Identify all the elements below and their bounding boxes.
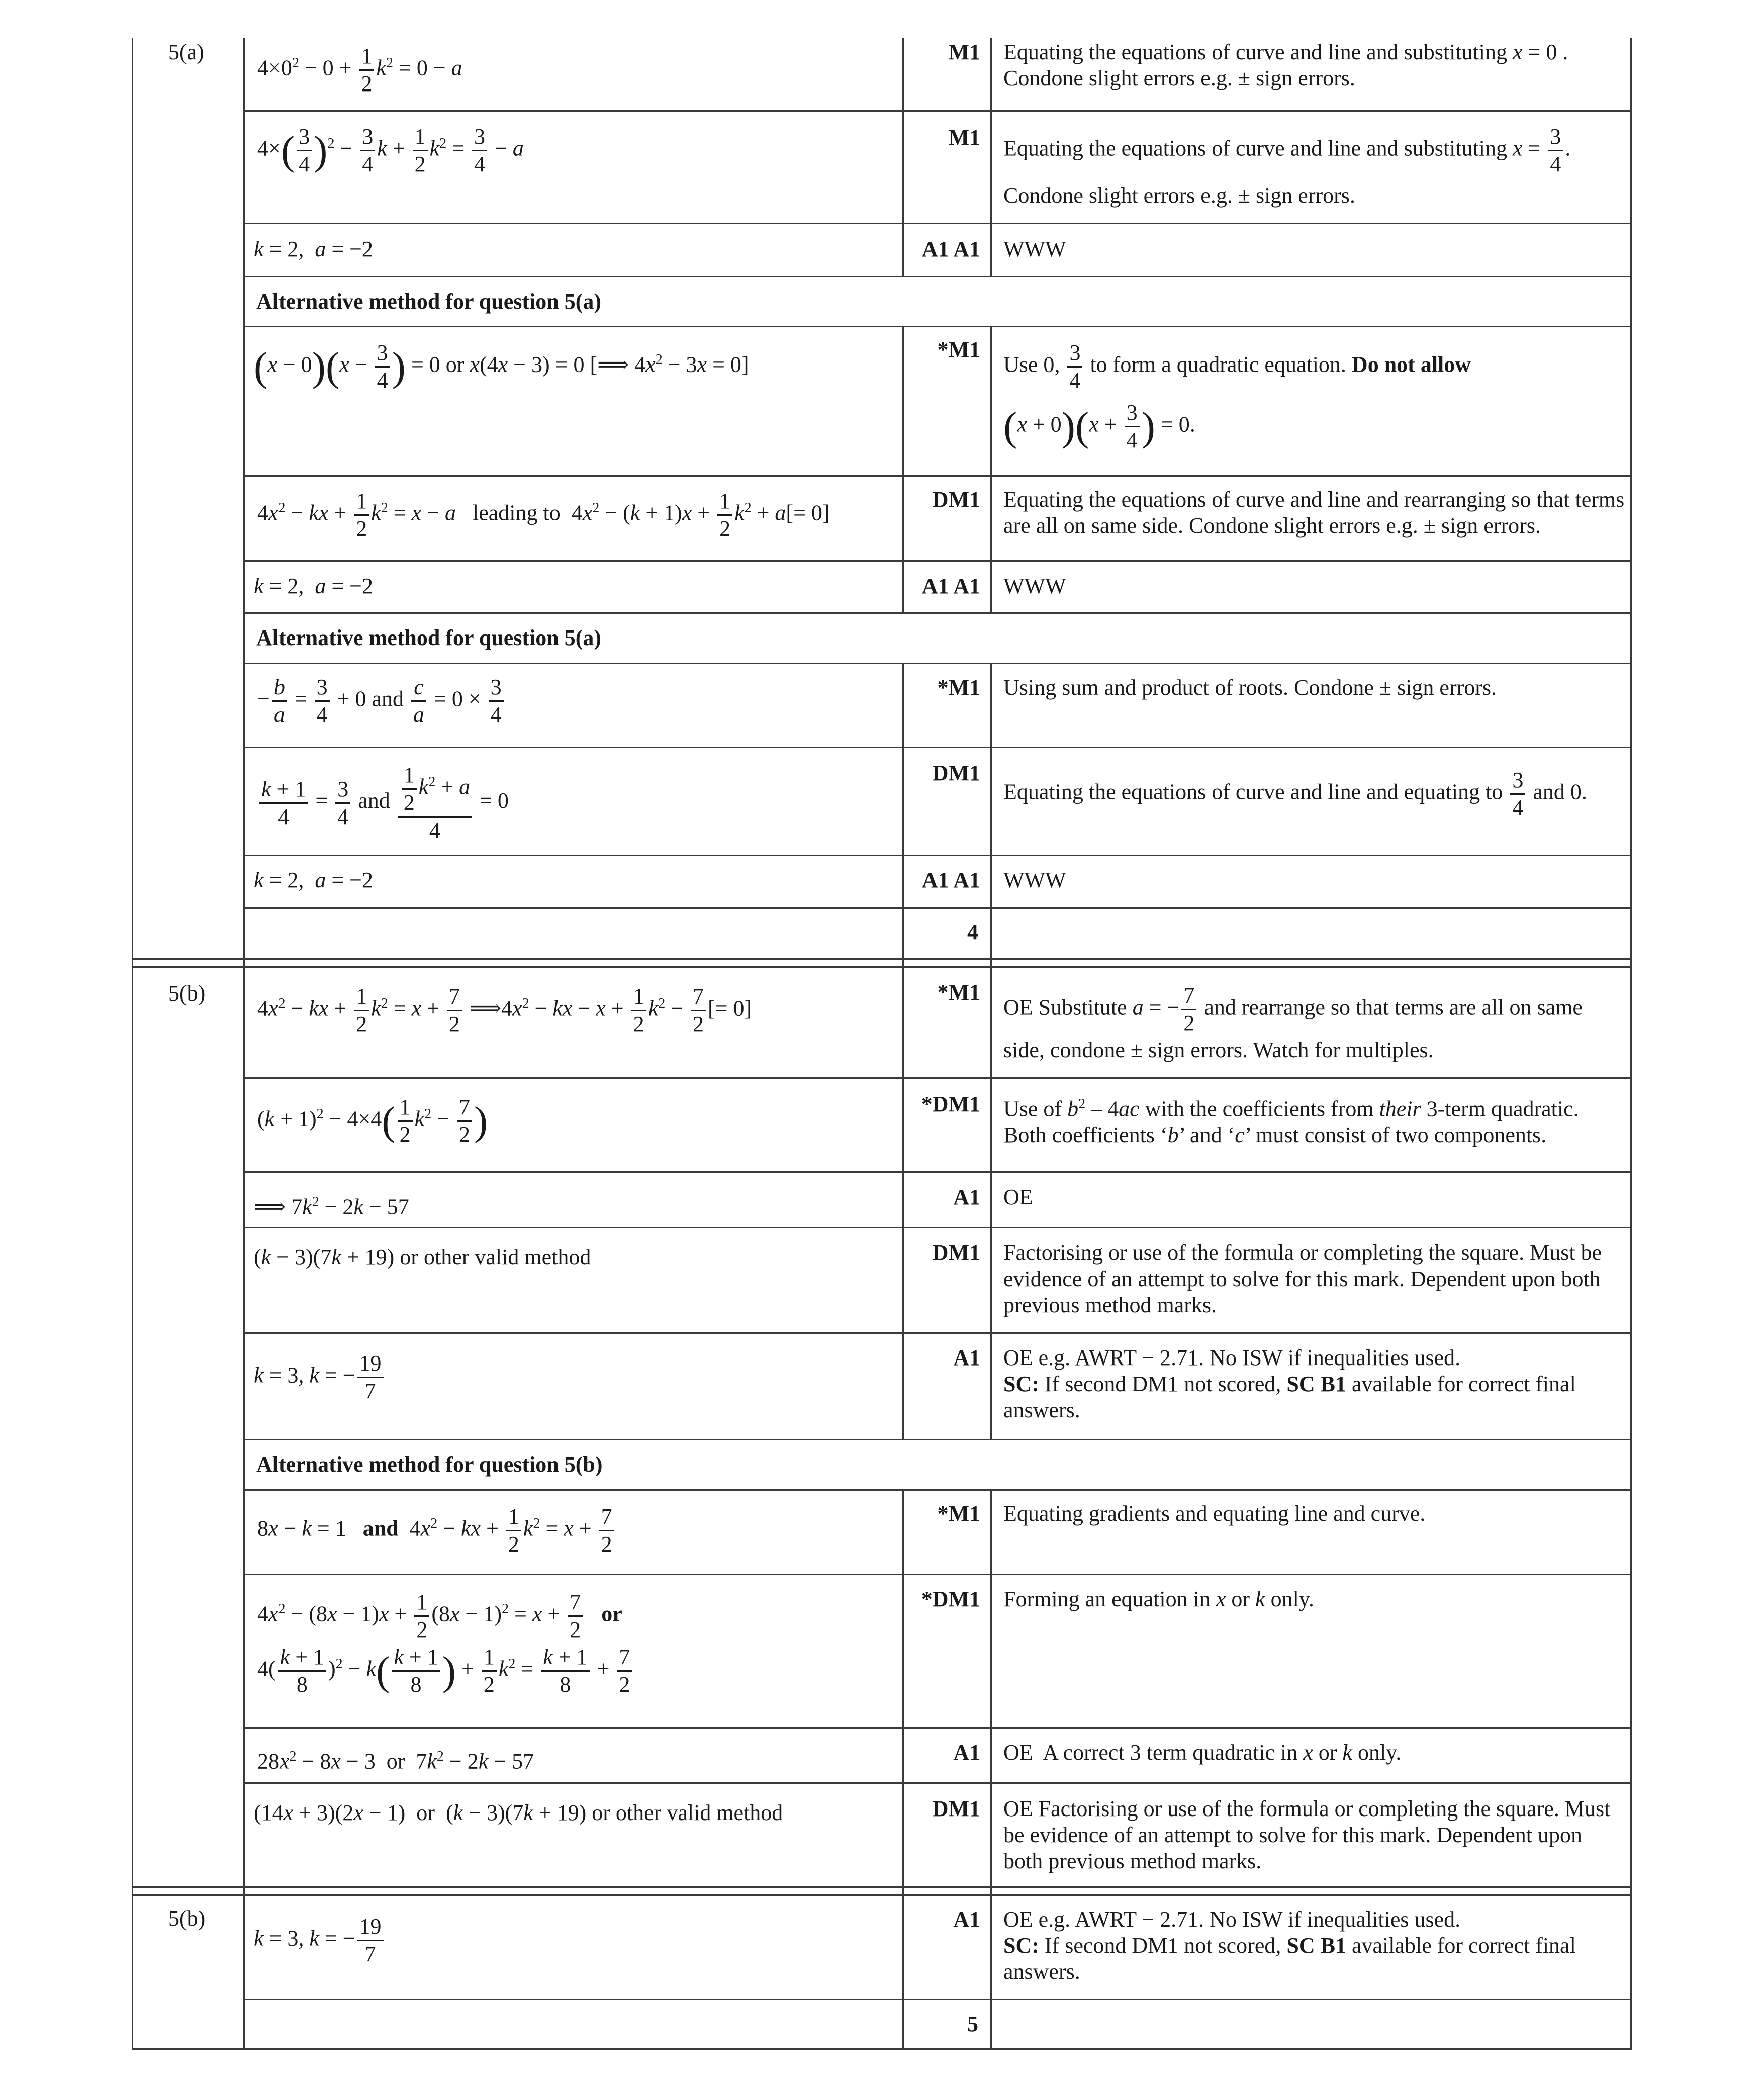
section-divider <box>132 1894 1632 1896</box>
alternative-method-header: Alternative method for question 5(b) <box>256 1452 603 1477</box>
answer-expression: $\frac{k + 1}{4}$ = $\frac{3}{4}$ and $\frac{1}{2}$ $k^2 + a$ 4 = 0 <box>257 764 509 842</box>
answer-expression: ⟹ $7k^2 - 2k - 57$ <box>254 1194 409 1219</box>
mark-code: *M1 <box>937 337 980 362</box>
answer-expression: $4x^2$ − kx + $\frac{1}{2}$ $k^2 = x$ + $\frac{7}{2}$ $⟹4x^2$ − kx − x + $\frac{1}{2}$ $k^2$ − $\frac{7}{2}$ [= 0] <box>257 984 752 1036</box>
answer-expression: k = 2, a = −2 <box>254 237 373 261</box>
table-border-bottom <box>132 2048 1632 2050</box>
guidance-text: Forming an equation in x or k only. <box>1003 1587 1314 1611</box>
total-marks: 4 <box>967 920 978 944</box>
question-label: 5(a) <box>168 40 204 64</box>
guidance-text: WWW <box>1003 868 1066 892</box>
column-divider-marks <box>902 326 904 612</box>
row-divider <box>243 1077 1632 1079</box>
row-divider <box>243 1727 1632 1729</box>
answer-expression: 4×( $\frac{3}{4}$ )$^2$ − $\frac{3}{4}$ k + $\frac{1}{2}$ $k^2$ = $\frac{3}{4}$ − a <box>257 124 524 176</box>
row-divider <box>243 475 1632 477</box>
mark-code: *M1 <box>937 1501 980 1526</box>
guidance-text: OE e.g. AWRT − 2.71. No ISW if inequalities used. SC: If second DM1 not scored, SC B1 available for correct final answers. <box>1003 1345 1576 1422</box>
answer-expression: k = 2, a = −2 <box>254 868 373 892</box>
row-divider <box>243 612 1632 614</box>
mark-code: A1 <box>953 1907 980 1932</box>
guidance-text: WWW <box>1003 574 1066 598</box>
answer-expression: − $\frac{b}{a}$ = $\frac{3}{4}$ + 0 and $\frac{c}{a}$ = 0 × $\frac{3}{4}$ <box>257 676 506 726</box>
row-divider <box>243 1489 1632 1491</box>
row-divider <box>243 110 1632 112</box>
mark-code: M1 <box>948 40 980 64</box>
mark-code: A1 A1 <box>921 237 980 261</box>
guidance-text: Use 0, $\frac{3}{4}$ to form a quadratic equation. Do not allow (x + 0)(x + $\frac{3}{4}$ ) = 0. <box>1003 340 1471 452</box>
answer-expression: $(k + 1)^2 - 4\times 4$( $\frac{1}{2}$ $k^2$ − $\frac{7}{2}$ ) <box>257 1095 488 1147</box>
guidance-text: Use of $b^2 - 4ac$ with the coefficients from their 3-term quadratic. Both coefficients ‘b’ and ‘c’ must consist of two components. <box>1003 1096 1579 1147</box>
row-divider <box>243 560 1632 562</box>
table-border-right <box>1630 38 1632 2049</box>
row-divider <box>243 663 1632 664</box>
mark-code: DM1 <box>932 487 980 512</box>
mark-code: *M1 <box>937 675 980 700</box>
column-divider-guidance <box>990 38 992 276</box>
guidance-text: OE <box>1003 1185 1033 1209</box>
guidance-text: Equating the equations of curve and line and equating to $\frac{3}{4}$ and 0. <box>1003 768 1587 820</box>
answer-expression: $4\times 0^2 - 0$ + $\frac{1}{2}$ $k^2 = 0 - a$ <box>257 44 462 96</box>
column-divider-marks <box>902 38 904 276</box>
answer-expression: k = 3, k = − $\frac{19}{7}$ <box>254 1916 386 1965</box>
mark-code: DM1 <box>932 1240 980 1265</box>
mark-code: DM1 <box>932 761 980 785</box>
answer-expression: (x − 0)(x − $\frac{3}{4}$ ) = 0 or x(4x − 3) = 0 [⟹ $4x^2 - 3x = 0$] <box>254 340 749 393</box>
mark-code: M1 <box>948 125 980 150</box>
row-divider <box>243 1574 1632 1575</box>
column-divider-marks <box>902 663 904 1439</box>
row-divider <box>243 1332 1632 1334</box>
row-divider <box>243 907 1632 909</box>
answer-expression: (k − 3)(7k + 19) or other valid method <box>254 1245 591 1269</box>
row-divider <box>243 326 1632 327</box>
alternative-method-header: Alternative method for question 5(a) <box>256 625 601 650</box>
mark-code: *DM1 <box>921 1587 980 1611</box>
answer-expression: 8x − k = 1 and $4x^2$ − kx + $\frac{1}{2}$ $k^2 = x$ + $\frac{7}{2}$ <box>257 1506 616 1556</box>
guidance-text: WWW <box>1003 237 1066 261</box>
section-divider <box>132 966 1632 968</box>
row-divider <box>243 1782 1632 1784</box>
mark-code: A1 A1 <box>921 868 980 892</box>
row-divider <box>243 223 1632 224</box>
question-label: 5(b) <box>168 981 206 1006</box>
answer-expression: k = 3, k = − $\frac{19}{7}$ <box>254 1352 386 1402</box>
answer-expression: (14x + 3)(2x − 1) or (k − 3)(7k + 19) or other valid method <box>254 1800 783 1825</box>
guidance-text: OE Factorising or use of the formula or completing the square. Must be evidence of an attempt to solve for this mark. Dependent upon both previous method marks. <box>1003 1796 1611 1873</box>
guidance-text: Equating gradients and equating line and curve. <box>1003 1501 1426 1526</box>
mark-code: DM1 <box>932 1796 980 1821</box>
guidance-text: Using sum and product of roots. Condone ± sign errors. <box>1003 675 1497 700</box>
answer-expression: $28x^2 - 8x - 3$ or $7k^2 - 2k - 57$ <box>257 1749 534 1774</box>
section-divider <box>132 958 1632 960</box>
guidance-text: Equating the equations of curve and line and substituting x = 0 . Condone slight errors e.g. ± sign errors. <box>1003 40 1568 90</box>
guidance-text: Factorising or use of the formula or completing the square. Must be evidence of an attempt to solve for this mark. Dependent upon both previous method marks. <box>1003 1240 1602 1317</box>
row-divider <box>243 1439 1632 1440</box>
guidance-text: Equating the equations of curve and line and substituting x = $\frac{3}{4}$ . Condone slight errors e.g. ± sign errors. <box>1003 124 1571 208</box>
column-divider-question <box>243 38 245 2049</box>
row-divider <box>243 1171 1632 1173</box>
row-divider <box>243 855 1632 856</box>
guidance-text: Equating the equations of curve and line and rearranging so that terms are all on same side. Condone slight errors e.g. ± sign errors. <box>1003 487 1625 538</box>
guidance-text: OE Substitute a = − $\frac{7}{2}$ and rearrange so that terms are all on same side, condone ± sign errors. Watch for multiples. <box>1003 983 1583 1062</box>
answer-expression: k = 2, a = −2 <box>254 574 373 598</box>
table-border-left <box>132 38 133 2049</box>
row-divider <box>243 1999 1632 2000</box>
mark-code: *M1 <box>937 980 980 1005</box>
mark-code: A1 <box>953 1185 980 1209</box>
row-divider <box>243 276 1632 277</box>
answer-expression: $4x^2 - (8x - 1)x$ + $\frac{1}{2}$ $(8x - 1)^2 = x$ + $\frac{7}{2}$ or 4( $\frac{k + 1}{8}$ )$^2$ − k( $\frac{k + 1}{8}$ ) + $\frac{1}{2}$ $k^2$ = $\frac{k + 1}{8}$ + $\frac{7}{2}$ <box>257 1591 634 1696</box>
total-marks: 5 <box>967 2012 978 2036</box>
alternative-method-header: Alternative method for question 5(a) <box>256 289 601 314</box>
answer-expression: $4x^2$ − kx + $\frac{1}{2}$ $k^2 = x - a$ leading to $4x^2 - (k + 1)x$ + $\frac{1}{2}$ $k^2 + a[= 0]$ <box>257 489 830 541</box>
mark-code: A1 <box>953 1345 980 1370</box>
row-divider <box>243 747 1632 748</box>
question-label: 5(b) <box>168 1906 206 1931</box>
guidance-text: OE e.g. AWRT − 2.71. No ISW if inequalities used. SC: If second DM1 not scored, SC B1 available for correct final answers. <box>1003 1907 1576 1984</box>
mark-code: A1 <box>953 1740 980 1765</box>
guidance-text: OE A correct 3 term quadratic in x or k only. <box>1003 1740 1402 1765</box>
column-divider-guidance <box>990 663 992 1439</box>
row-divider <box>243 1227 1632 1228</box>
mark-code: A1 A1 <box>921 574 980 598</box>
column-divider-guidance <box>990 326 992 612</box>
section-divider <box>132 1886 1632 1888</box>
mark-code: *DM1 <box>921 1092 980 1116</box>
